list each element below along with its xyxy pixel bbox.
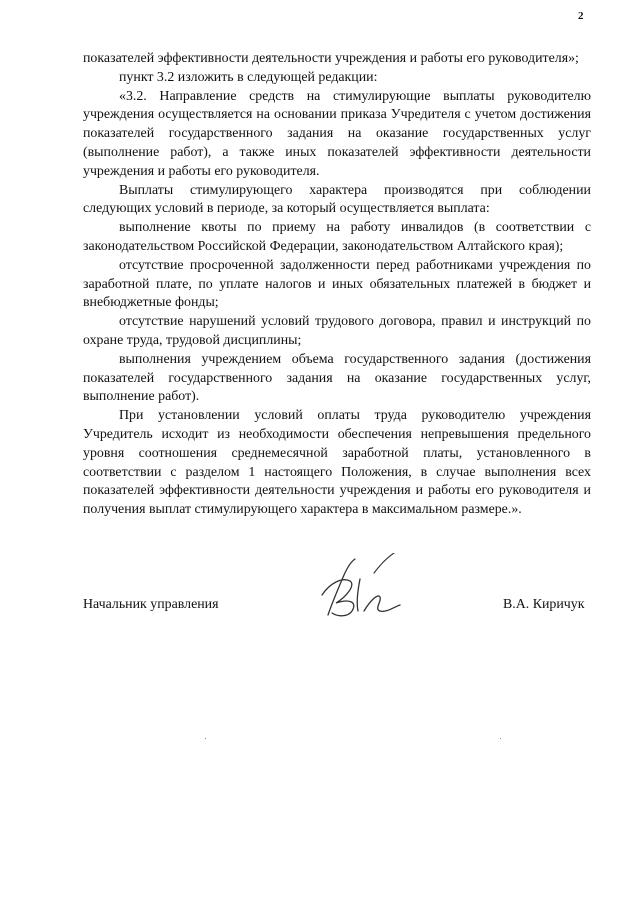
- paragraph-amendment-intro: пункт 3.2 изложить в следующей редакции:: [119, 69, 378, 85]
- scan-speck: [500, 738, 501, 739]
- paragraph-conditions-intro: Выплаты стимулирующего характера производятся при соблюдении следующих условий в периоде, за который осуществляется выплата:: [83, 182, 591, 217]
- signatory-name: В.А. Киричук: [503, 597, 585, 612]
- handwritten-signature: [308, 553, 408, 623]
- paragraph-condition-debt: отсутствие просроченной задолженности перед работниками учреждения по заработной плате, по уплате налогов и иных обязательных платежей в бюджет и внебюджетные фонды;: [83, 257, 591, 311]
- paragraph-condition-labor: отсутствие нарушений условий трудового договора, правил и инструкций по охране труда, трудовой дисциплины;: [83, 314, 591, 348]
- paragraph-condition-quota: выполнение квоты по приему на работу инвалидов (в соответствии с законодательством Российской Федерации, законодательством Алтайского края);: [83, 220, 591, 254]
- signatory-position: Начальник управления: [83, 597, 219, 612]
- paragraph-clause-3-2: «3.2. Направление средств на стимулирующие выплаты руководителю учреждения осуществляется на основании приказа Учредителя с учетом достижения показателей государственного задания на оказание государственных услуг (выполнение работ), а также иных показателей эффективности деятельности учреждения и работы его руководителя.: [83, 88, 591, 179]
- page-number: 2: [578, 10, 584, 22]
- paragraph-salary-ratio: При установлении условий оплаты труда руководителю учреждения Учредитель исходит из необходимости обеспечения непревышения предельного уровня соотношения среднемесячной заработной платы, установленного в соответствии с разделом 1 настоящего Положения, в случае выполнения всех показателей эффективности деятельности учреждения и работы его руководителя и получения выплат стимулирующего характера в максимальном размере.».: [83, 408, 591, 518]
- scan-speck: [205, 738, 206, 739]
- document-body: [83, 50, 591, 520]
- paragraph-continuation: показателей эффективности деятельности учреждения и работы его руководителя»;: [83, 51, 579, 66]
- paragraph-condition-task: выполнения учреждением объема государственного задания (достижения показателей государственного задания на оказание государственных услуг, выполнение работ).: [83, 351, 591, 405]
